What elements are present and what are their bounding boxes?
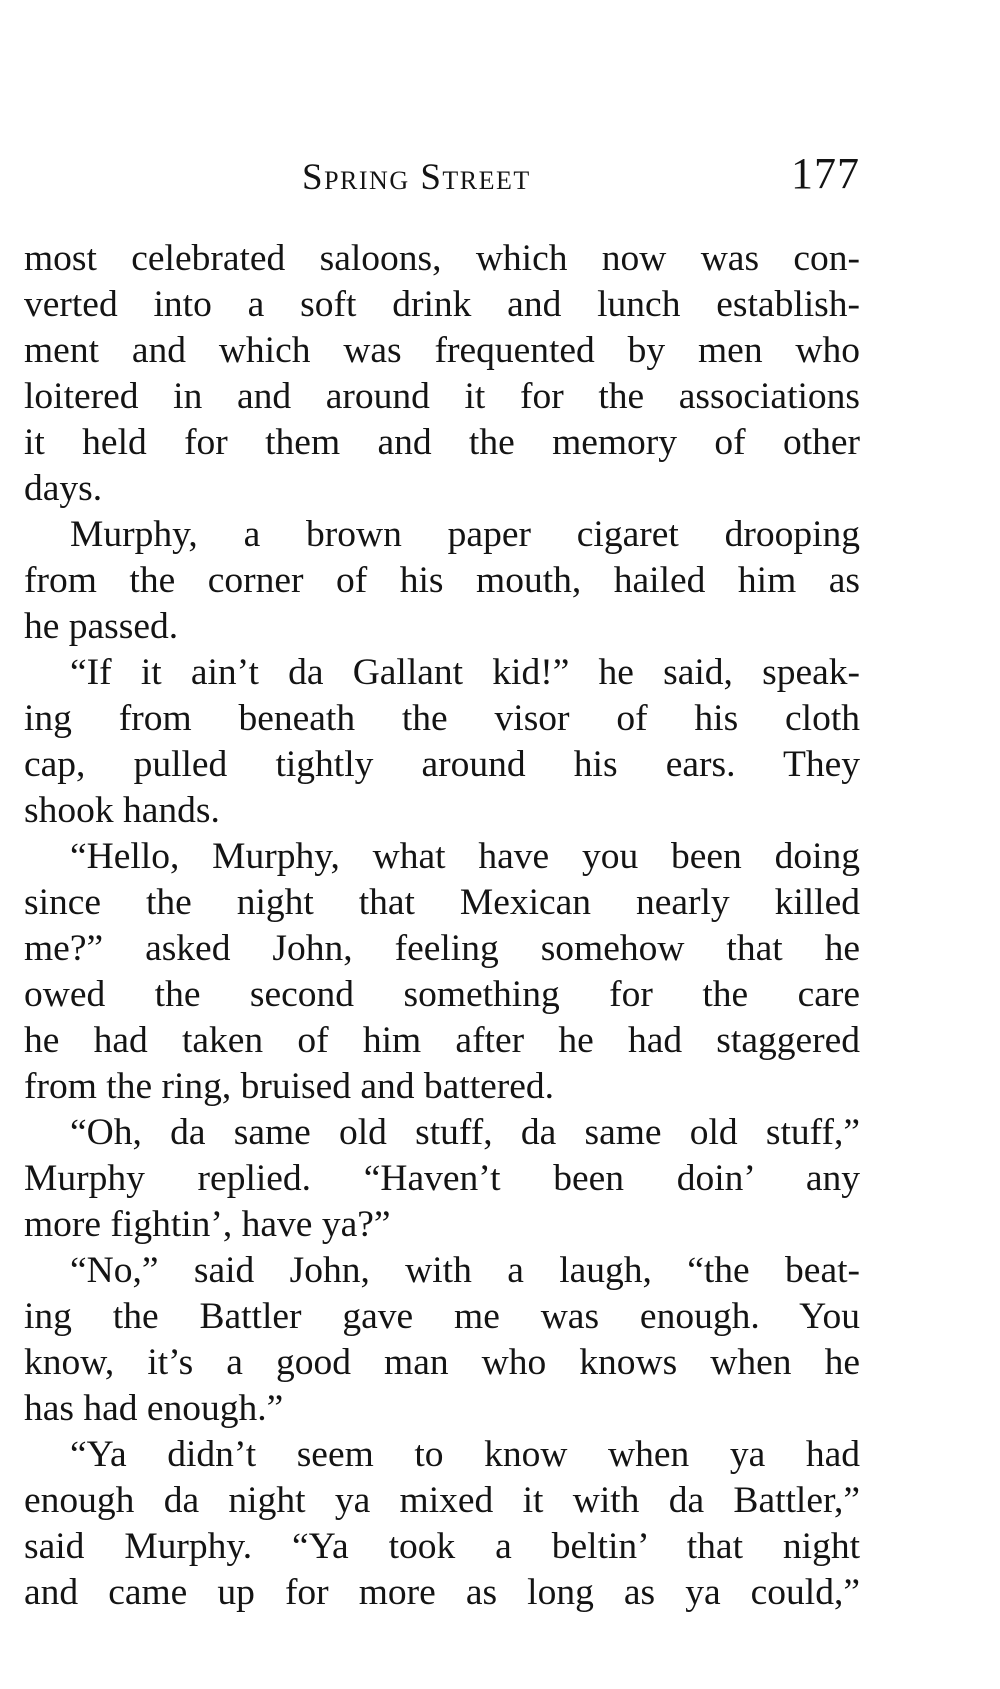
text-line: it held for them and the memory of other [24, 422, 860, 463]
body-text [24, 236, 860, 1616]
text-line: ing from beneath the visor of his cloth [24, 698, 860, 739]
running-head: Spring Street [302, 157, 531, 198]
text-line: most celebrated saloons, which now was con- [24, 238, 860, 279]
text-line: has had enough.” [24, 1388, 284, 1429]
text-line: more fightin’, have ya?” [24, 1204, 391, 1245]
text-line: enough da night ya mixed it with da Battler,” [24, 1480, 860, 1521]
paragraph-first-line: “No,” said John, with a laugh, “the beat- [70, 1250, 860, 1291]
text-line: said Murphy. “Ya took a beltin’ that night [24, 1526, 860, 1567]
page-header [24, 148, 860, 208]
text-line: ing the Battler gave me was enough. You [24, 1296, 860, 1337]
page-number: 177 [791, 149, 860, 198]
text-line: and came up for more as long as ya could,” [24, 1572, 860, 1613]
paragraph-first-line: “Hello, Murphy, what have you been doing [70, 836, 860, 877]
text-line: Murphy replied. “Haven’t been doin’ any [24, 1158, 860, 1199]
text-line: owed the second something for the care [24, 974, 860, 1015]
text-line: verted into a soft drink and lunch establish- [24, 284, 860, 325]
text-line: days. [24, 468, 103, 509]
paragraph-first-line: “If it ain’t da Gallant kid!” he said, speak- [70, 652, 860, 693]
text-line: since the night that Mexican nearly killed [24, 882, 860, 923]
text-line: ment and which was frequented by men who [24, 330, 860, 371]
text-line: from the ring, bruised and battered. [24, 1066, 555, 1107]
text-line: from the corner of his mouth, hailed him as [24, 560, 860, 601]
text-line: he passed. [24, 606, 179, 647]
text-line: loitered in and around it for the associations [24, 376, 860, 417]
text-line: shook hands. [24, 790, 220, 831]
paragraph-first-line: Murphy, a brown paper cigaret drooping [70, 514, 860, 555]
text-line: me?” asked John, feeling somehow that he [24, 928, 860, 969]
paragraph-first-line: “Ya didn’t seem to know when ya had [70, 1434, 860, 1475]
text-line: he had taken of him after he had staggered [24, 1020, 860, 1061]
text-line: cap, pulled tightly around his ears. They [24, 744, 860, 785]
text-line: know, it’s a good man who knows when he [24, 1342, 860, 1383]
paragraph-first-line: “Oh, da same old stuff, da same old stuff,” [70, 1112, 860, 1153]
